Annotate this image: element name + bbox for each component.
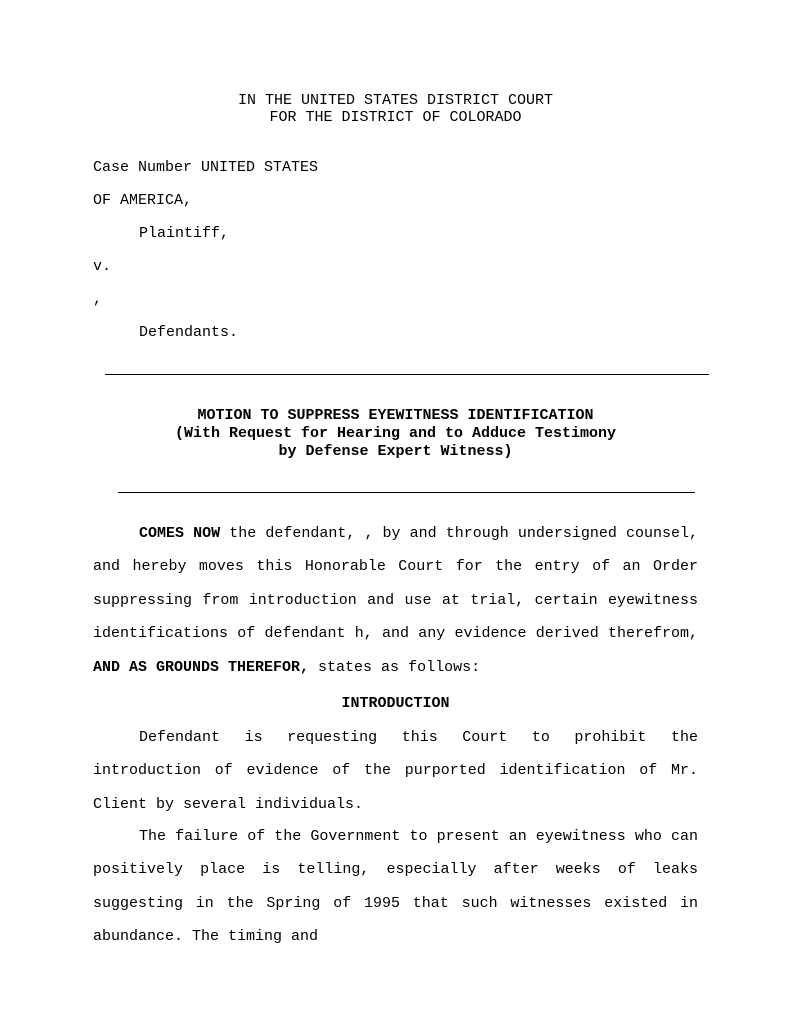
versus-label: v.	[93, 258, 112, 275]
motion-title-line2: (With Request for Hearing and to Adduce Testimony	[174, 425, 617, 442]
plaintiff-label: Plaintiff,	[139, 225, 230, 242]
intro-paragraph-2	[93, 820, 698, 954]
opening-text: the defendant, , by and through undersigned counsel, and hereby moves this Honorable Court for the entry of an Order suppressing from introduction and use at trial, certain eyewitness identifications of defendant h, and any evidence derived therefrom,	[93, 525, 699, 643]
intro-paragraph-1-text: Defendant is requesting this Court to prohibit the introduction of evidence of the purported identification of Mr. Client by several individuals.	[93, 729, 698, 813]
introduction-heading: INTRODUCTION	[341, 695, 450, 712]
court-name-line1: IN THE UNITED STATES DISTRICT COURT	[237, 92, 554, 109]
grounds-therefor: AND AS GROUNDS THEREFOR,	[93, 658, 310, 676]
caption-top-rule	[105, 374, 709, 375]
motion-title-line1: MOTION TO SUPPRESS EYEWITNESS IDENTIFICATION	[197, 407, 594, 424]
opening-paragraph	[93, 517, 698, 684]
court-name-line2: FOR THE DISTRICT OF COLORADO	[269, 109, 522, 126]
caption-bottom-rule	[118, 492, 695, 493]
opening-text-end: states as follows:	[309, 658, 481, 676]
intro-paragraph-1	[93, 721, 698, 821]
defendants-label: Defendants.	[139, 324, 239, 341]
defendant-name: ,	[93, 291, 103, 308]
case-caption-line2: OF AMERICA,	[93, 192, 193, 209]
comes-now-lead: COMES NOW	[139, 525, 221, 542]
motion-title-line3: by Defense Expert Witness)	[278, 443, 513, 460]
intro-paragraph-2-text: The failure of the Government to present an eyewitness who can positively place is telling, especially after weeks of leaks suggesting in the Spring of 1995 that such witnesses existed in abundance. The timing and	[93, 828, 698, 946]
case-caption-line1: Case Number UNITED STATES	[93, 159, 319, 176]
